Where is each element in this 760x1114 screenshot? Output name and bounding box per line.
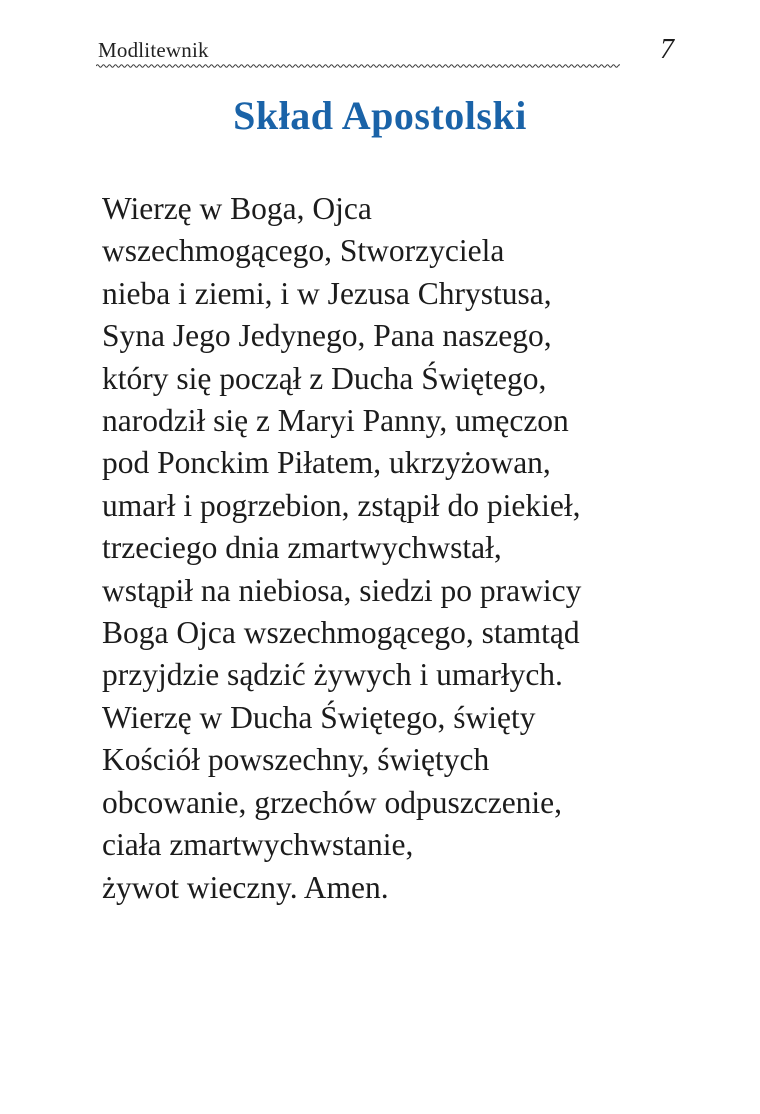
prayer-line: trzeciego dnia zmartwychwstał, xyxy=(102,530,502,566)
running-head-title: Modlitewnik xyxy=(98,38,209,62)
wavy-header-rule xyxy=(96,62,620,70)
prayer-line: Syna Jego Jedynego, Pana naszego, xyxy=(102,318,552,354)
prayer-line: narodził się z Maryi Panny, umęczon xyxy=(102,403,569,439)
prayer-line: Wierzę w Ducha Świętego, święty xyxy=(102,699,536,735)
prayer-line: który się począł z Ducha Świętego, xyxy=(102,360,547,396)
prayer-line: obcowanie, grzechów odpuszczenie, xyxy=(102,784,563,820)
prayer-line: przyjdzie sądzić żywych i umarłych. xyxy=(102,657,563,693)
prayer-line: żywot wieczny. Amen. xyxy=(102,869,389,905)
page-number: 7 xyxy=(660,34,674,65)
prayer-line: wszechmogącego, Stworzyciela xyxy=(102,233,505,269)
prayer-line: umarł i pogrzebion, zstąpił do piekieł, xyxy=(102,487,581,523)
prayer-line: Wierzę w Boga, Ojca xyxy=(102,191,372,226)
prayer-line: nieba i ziemi, i w Jezusa Chrystusa, xyxy=(102,275,552,311)
prayer-title: Skład Apostolski xyxy=(233,93,527,138)
prayer-line: pod Ponckim Piłatem, ukrzyżowan, xyxy=(102,445,551,481)
prayer-line: Boga Ojca wszechmogącego, stamtąd xyxy=(102,615,580,651)
prayer-line: wstąpił na niebiosa, siedzi po prawicy xyxy=(102,572,582,608)
prayer-line: Kościół powszechny, świętych xyxy=(102,742,490,778)
prayer-text xyxy=(102,188,702,909)
prayer-line: ciała zmartwychwstanie, xyxy=(102,827,414,863)
